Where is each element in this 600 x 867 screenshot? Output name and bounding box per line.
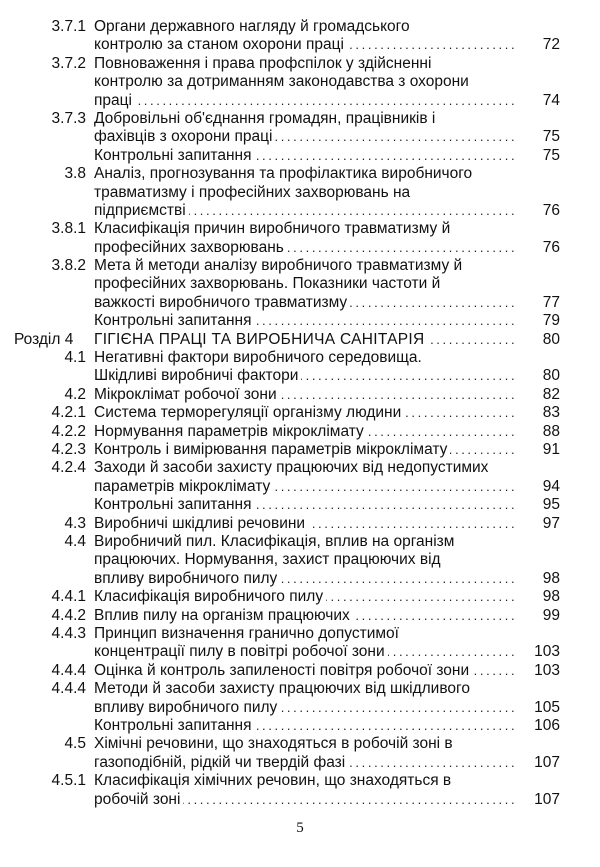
toc-entry[interactable] <box>0 772 600 809</box>
toc-entry-page: 77 <box>520 294 560 312</box>
toc-entry-title-line: травматизму і професійних захворювань на <box>94 184 413 201</box>
toc-entry[interactable] <box>0 165 600 220</box>
toc-entry[interactable] <box>0 386 600 404</box>
toc-entry-number: 4.1 <box>64 349 86 367</box>
toc-entry-number: 4.4.3 <box>51 625 86 643</box>
toc-entry-page: 97 <box>520 515 560 533</box>
toc-entry-page: 95 <box>520 496 560 514</box>
toc-entry-title-line: підприємстві <box>94 202 189 219</box>
toc-entry-page: 76 <box>520 239 560 257</box>
toc-entry-title-line: Вплив пилу на організм працюючих <box>94 607 353 624</box>
toc-entry[interactable] <box>0 55 600 110</box>
toc-entry-title-line: Контрольні запитання <box>94 496 254 513</box>
toc-entry-number: 4.2.3 <box>51 441 86 459</box>
toc-entry-page: 107 <box>520 754 560 772</box>
toc-entry-title-line: професійних захворювань <box>94 239 287 256</box>
toc-entry-title-line: Повноваження і права профспілок у здійсненні <box>94 55 434 72</box>
toc-entry-title-line: Хімічні речовини, що знаходяться в робочій зоні в <box>94 735 456 752</box>
toc-entry-title-line: Нормування параметрів мікроклімату <box>94 423 367 440</box>
toc-entry-title-line: Шкідливі виробничі фактори <box>94 367 301 384</box>
toc-entry[interactable] <box>0 404 600 422</box>
toc-entry-page: 103 <box>520 643 560 661</box>
toc-entry-number: 4.5 <box>64 735 86 753</box>
table-of-contents <box>0 18 600 809</box>
toc-entry-title-line: Контрольні запитання <box>94 312 254 329</box>
toc-entry-title-line: Оцінка й контроль запиленості повітря робочої зони <box>94 662 472 679</box>
toc-entry-page: 88 <box>520 423 560 441</box>
toc-entry[interactable] <box>0 515 600 533</box>
toc-entry-page: 105 <box>520 699 560 717</box>
toc-entry-title-line: контролю за дотриманням законодавства з охорони <box>94 73 472 90</box>
toc-entry-title-line: Органи державного нагляду й громадського <box>94 18 413 35</box>
toc-entry-page: 103 <box>520 662 560 680</box>
toc-entry-title-line: впливу виробничого пилу <box>94 570 280 587</box>
toc-entry-title-line: концентрації пилу в повітрі робочої зони <box>94 643 388 660</box>
toc-entry-number: 4.2.1 <box>51 404 86 422</box>
toc-entry[interactable] <box>0 625 600 662</box>
toc-entry-page: 83 <box>520 404 560 422</box>
toc-entry-number <box>0 496 94 514</box>
toc-entry-page: 94 <box>520 478 560 496</box>
toc-entry-title-line: Контроль і вимірювання параметрів мікроклімату <box>94 441 450 458</box>
toc-entry-title-line: контролю за станом охорони праці <box>94 36 347 53</box>
toc-entry-title-line: важкості виробничого травматизму <box>94 294 350 311</box>
toc-entry[interactable] <box>0 717 600 735</box>
toc-entry-number: 4.4 <box>64 533 86 551</box>
toc-entry-number: 4.4.4 <box>51 661 86 679</box>
toc-entry-page: 80 <box>520 331 560 349</box>
toc-entry[interactable] <box>0 533 600 588</box>
toc-entry-title-line: професійних захворювань. Показники частоти й <box>94 275 443 292</box>
toc-entry-page: 74 <box>520 92 560 110</box>
toc-entry[interactable] <box>0 459 600 496</box>
toc-entry-number: 4.4.2 <box>51 606 86 624</box>
toc-entry-title-line: Контрольні запитання <box>94 147 254 164</box>
toc-entry-page: 98 <box>520 588 560 606</box>
toc-entry-title-line: робочій зоні <box>94 791 183 808</box>
toc-entry[interactable] <box>0 331 600 349</box>
toc-entry-title-line: газоподібній, рідкій чи твердій фазі <box>94 754 348 771</box>
toc-entry[interactable] <box>0 257 600 312</box>
toc-entry-number: 4.5.1 <box>51 772 86 790</box>
toc-entry-page: 75 <box>520 147 560 165</box>
toc-entry-number: 3.7.1 <box>51 18 86 35</box>
toc-entry-page: 106 <box>520 717 560 735</box>
toc-entry[interactable] <box>0 423 600 441</box>
toc-entry-title-line: праці <box>94 92 135 109</box>
toc-entry-page: 99 <box>520 607 560 625</box>
toc-entry[interactable] <box>0 220 600 257</box>
toc-entry-number: 4.4.1 <box>51 588 86 606</box>
toc-entry-title-line: ГІГІЄНА ПРАЦІ ТА ВИРОБНИЧА САНІТАРІЯ <box>94 331 427 348</box>
toc-entry-title-line: Контрольні запитання <box>94 717 254 734</box>
toc-entry-page: 80 <box>520 367 560 385</box>
toc-entry-title-line: Аналіз, прогнозування та профілактика виробничого <box>94 165 475 182</box>
toc-entry-title-line: працюючих. Нормування, захист працюючих від <box>94 551 444 568</box>
toc-entry-number: 3.8.1 <box>51 220 86 238</box>
toc-entry[interactable] <box>0 110 600 147</box>
toc-entry-page: 79 <box>520 312 560 330</box>
toc-entry-title-line: фахівців з охорони праці <box>94 128 275 145</box>
toc-entry-title-line: Виробничий пил. Класифікація, вплив на організм <box>94 533 457 550</box>
toc-entry[interactable] <box>0 349 600 386</box>
toc-entry-number: 3.8 <box>64 165 86 183</box>
toc-entry[interactable] <box>0 147 600 165</box>
toc-entry-title-line: впливу виробничого пилу <box>94 699 280 716</box>
toc-entry-number: Розділ 4 <box>14 330 74 348</box>
toc-entry-title-line: Класифікація хімічних речовин, що знаходяться в <box>94 772 454 789</box>
toc-entry-number: 4.2.4 <box>51 459 86 477</box>
toc-entry-page: 107 <box>520 791 560 809</box>
toc-entry[interactable] <box>0 680 600 717</box>
toc-entry-title-line: Класифікація причин виробничого травматизму й <box>94 220 453 237</box>
toc-entry-title-line: Принцип визначення гранично допустимої <box>94 625 402 642</box>
toc-entry-number: 4.2 <box>64 385 86 403</box>
toc-entry[interactable] <box>0 18 600 55</box>
toc-entry[interactable] <box>0 496 600 514</box>
toc-entry-page: 82 <box>520 386 560 404</box>
toc-entry-page: 75 <box>520 128 560 146</box>
toc-entry-number <box>0 717 94 735</box>
toc-entry-number: 4.2.2 <box>51 422 86 440</box>
toc-entry[interactable] <box>0 441 600 459</box>
page-number: 5 <box>296 820 304 836</box>
toc-entry[interactable] <box>0 607 600 625</box>
toc-entry-title-line: Мета й методи аналізу виробничого травматизму й <box>94 257 465 274</box>
toc-entry-number <box>0 147 94 165</box>
toc-entry[interactable] <box>0 662 600 680</box>
toc-entry[interactable] <box>0 312 600 330</box>
toc-entry-title-line: Виробничі шкідливі речовини <box>94 515 308 532</box>
toc-entry-number: 3.7.2 <box>51 54 86 72</box>
toc-entry-title-line: Система терморегуляції організму людини <box>94 404 404 421</box>
toc-entry-number: 4.4.4 <box>51 680 86 698</box>
toc-entry-page: 98 <box>520 570 560 588</box>
toc-entry-page: 72 <box>520 36 560 54</box>
toc-entry-title-line: Класифікація виробничого пилу <box>94 588 326 605</box>
toc-entry-number <box>0 312 94 330</box>
toc-entry[interactable] <box>0 588 600 606</box>
toc-entry-number: 3.8.2 <box>51 257 86 275</box>
toc-entry[interactable] <box>0 735 600 772</box>
toc-entry-number: 4.3 <box>64 514 86 532</box>
toc-entry-title-line: параметрів мікроклімату <box>94 478 273 495</box>
toc-entry-title-line: Добровільні об'єднання громадян, працівників і <box>94 110 438 127</box>
toc-entry-title-line: Мікроклімат робочої зони <box>94 386 280 403</box>
toc-entry-title-line: Заходи й засоби захисту працюючих від недопустимих <box>94 459 491 476</box>
toc-entry-page: 76 <box>520 202 560 220</box>
toc-entry-title-line: Негативні фактори виробничого середовища. <box>94 349 425 366</box>
toc-entry-title-line: Методи й засоби захисту працюючих від шкідливого <box>94 680 473 697</box>
toc-entry-number: 3.7.3 <box>51 109 86 127</box>
toc-entry-page: 91 <box>520 441 560 459</box>
